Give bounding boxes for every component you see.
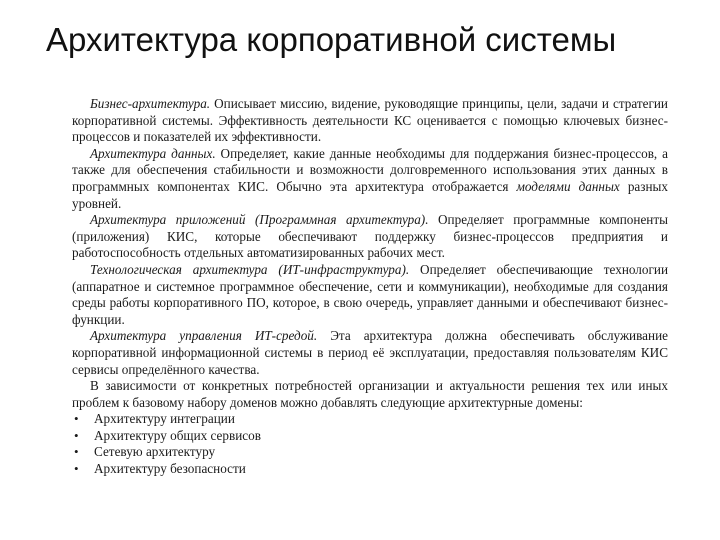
paragraph-text: разных уровней. — [72, 178, 668, 211]
term: Архитектура данных. — [90, 145, 216, 161]
list-item: • Сетевую архитектуру — [72, 444, 668, 461]
term: Архитектура приложений (Программная архитектура). — [90, 212, 429, 228]
paragraph-text: Описывает миссию, видение, руководящие принципы, цели, задачи и стратегии корпоративной системы. Эффективность деятельности КС оценивается с помощью ключевых бизнес-процессов и показателей их эффективности. — [72, 96, 668, 145]
paragraph-text: В зависимости от конкретных потребностей организации и актуальности решения тех или иных проблем к базовому набору доменов можно добавлять следующие архитектурные домены: — [72, 378, 668, 410]
paragraph-application-architecture — [72, 212, 668, 262]
paragraph-text: Определяет, какие данные необходимы для поддержания бизнес-процессов, а также для обеспечения стабильности и возможности долговременного использования этих данных в программных компонентах КИС. Обычно эта архитектура отображается — [72, 145, 668, 194]
term: моделями данных — [516, 178, 620, 194]
paragraph-it-management-architecture — [72, 328, 668, 378]
list-item: • Архитектуру безопасности — [72, 461, 668, 478]
slide-body — [72, 96, 668, 478]
paragraph-text: Определяет программные компоненты (приложения) КИС, которые обеспечивают поддержку бизнес-процессов предприятия и работоспособность отдельных автоматизированных рабочих мест. — [72, 212, 668, 261]
term: Бизнес-архитектура. — [90, 96, 211, 111]
paragraph-business-architecture — [72, 96, 668, 146]
paragraph-technology-architecture — [72, 262, 668, 328]
paragraph-additional-domains — [72, 378, 668, 411]
list-item: • Архитектуру интеграции — [72, 411, 668, 428]
term: Архитектура управления ИТ-средой. — [90, 328, 318, 344]
term: Технологическая архитектура (ИТ-инфраструктура). — [90, 261, 410, 277]
list-item: • Архитектуру общих сервисов — [72, 428, 668, 445]
paragraph-text: Эта архитектура должна обеспечивать обслуживание корпоративной информационной системы в период её эксплуатации, предоставляя пользователям КИС сервисы определённого качества. — [72, 328, 668, 377]
domains-list — [72, 411, 668, 477]
slide-title: Архитектура корпоративной системы — [46, 21, 617, 58]
paragraph-data-architecture — [72, 146, 668, 212]
paragraph-text: Определяет обеспечивающие технологии (аппаратное и системное программное обеспечение, сети и коммуникации), необходимые для создания среды работы корпоративного ПО, которое, в свою очередь, управляет данными и обеспечивают бизнес-функции. — [72, 261, 668, 327]
